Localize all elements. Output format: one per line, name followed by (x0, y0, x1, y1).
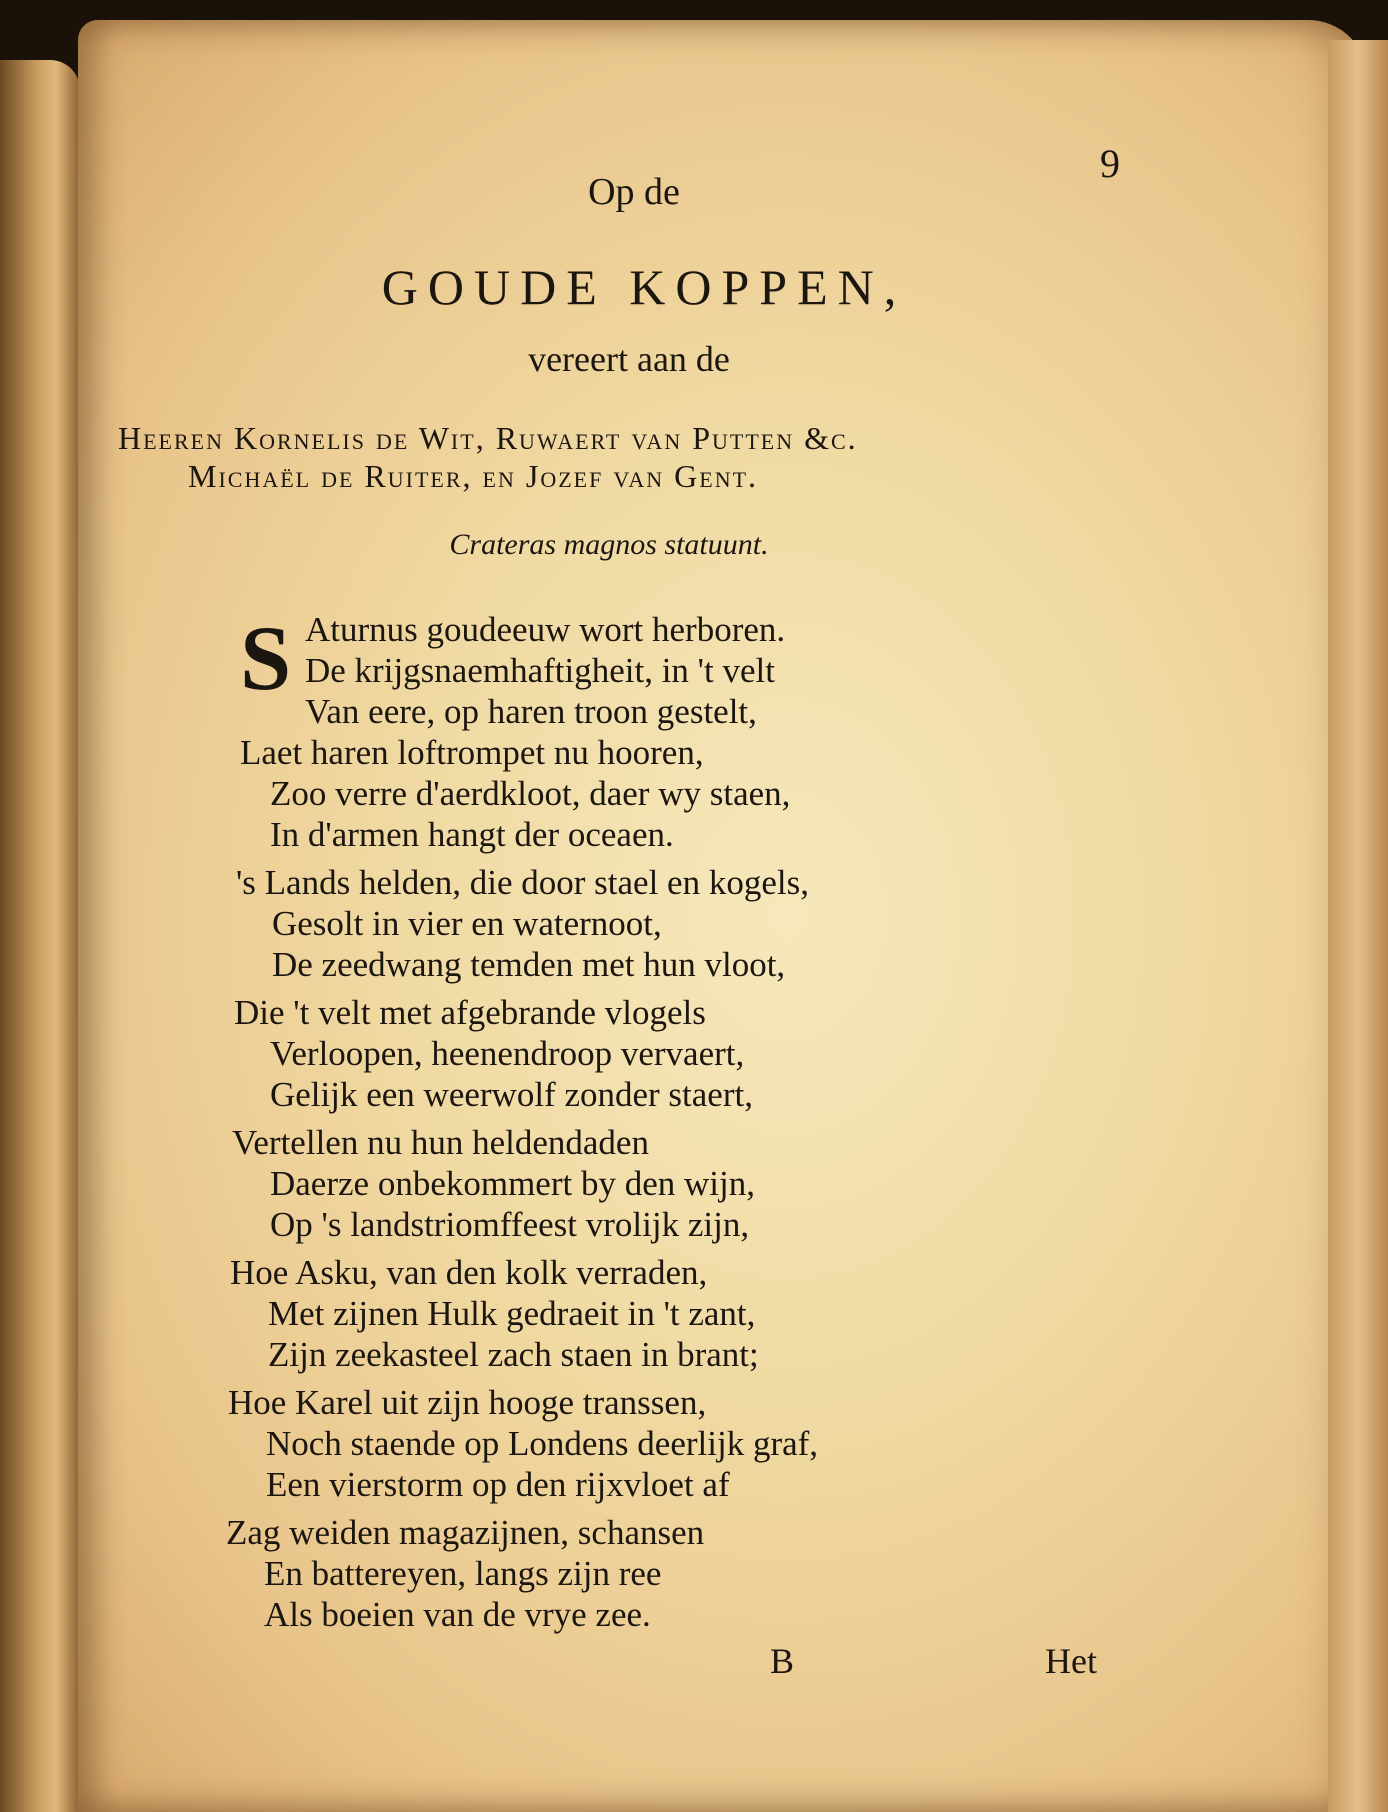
poem-line: Gelijk een weerwolf zonder staert, (270, 1075, 753, 1114)
poem-line: De zeedwang temden met hun vloot, (272, 945, 786, 984)
title-main: GOUDE KOPPEN, (381, 259, 907, 315)
title-top: Op de (588, 171, 680, 213)
poem-line: Laet haren loftrompet nu hooren, (240, 733, 704, 772)
poem-line: Verloopen, heenendroop vervaert, (270, 1034, 745, 1073)
poem-line: Als boeien van de vrye zee. (264, 1595, 651, 1634)
poem-line: Daerze onbekommert by den wijn, (270, 1164, 755, 1203)
poem-line: Hoe Asku, van den kolk verraden, (230, 1253, 708, 1292)
poem-line: Van eere, op haren troon gestelt, (305, 692, 757, 731)
drop-capital: S (240, 607, 292, 709)
poem-line: Zijn zeekasteel zach staen in brant; (268, 1335, 759, 1374)
poem-line: Zoo verre d'aerdkloot, daer wy staen, (270, 774, 791, 813)
poem-line: En battereyen, langs zijn ree (264, 1554, 662, 1593)
poem-line: Zag weiden magazijnen, schansen (226, 1513, 705, 1552)
poem-line: De krijgsnaemhaftigheit, in 't velt (305, 651, 775, 690)
poem-line: 's Lands helden, die door stael en kogels, (236, 863, 809, 902)
dedication-line: vereert aan de (528, 339, 730, 379)
poem-line: Vertellen nu hun heldendaden (232, 1123, 649, 1162)
poem-line: Noch staende op Londens deerlijk graf, (266, 1424, 819, 1463)
poem-line: Met zijnen Hulk gedraeit in 't zant, (268, 1294, 756, 1333)
poem-line: Op 's landstriomffeest vrolijk zijn, (270, 1205, 750, 1244)
honorees-line-2: Michaël de Ruiter, en Jozef van Gent. (188, 458, 759, 494)
poem-line: Een vierstorm op den rijxvloet af (266, 1465, 730, 1504)
poem-line: Hoe Karel uit zijn hooge transsen, (228, 1383, 707, 1422)
poem-line: Aturnus goudeeuw wort herboren. (305, 610, 786, 649)
poem-line: In d'armen hangt der oceaen. (270, 815, 674, 854)
latin-motto: Crateras magnos statuunt. (449, 528, 769, 561)
catchword: Het (1045, 1641, 1097, 1681)
poem-line: Gesolt in vier en waternoot, (272, 904, 662, 943)
poem-line: Die 't velt met afgebrande vlogels (234, 993, 706, 1032)
page-number: 9 (1100, 141, 1120, 186)
facing-page-edge (0, 60, 80, 1812)
honorees-line-1: Heeren Kornelis de Wit, Ruwaert van Putten &c. (118, 420, 858, 456)
signature-mark: B (770, 1641, 795, 1681)
